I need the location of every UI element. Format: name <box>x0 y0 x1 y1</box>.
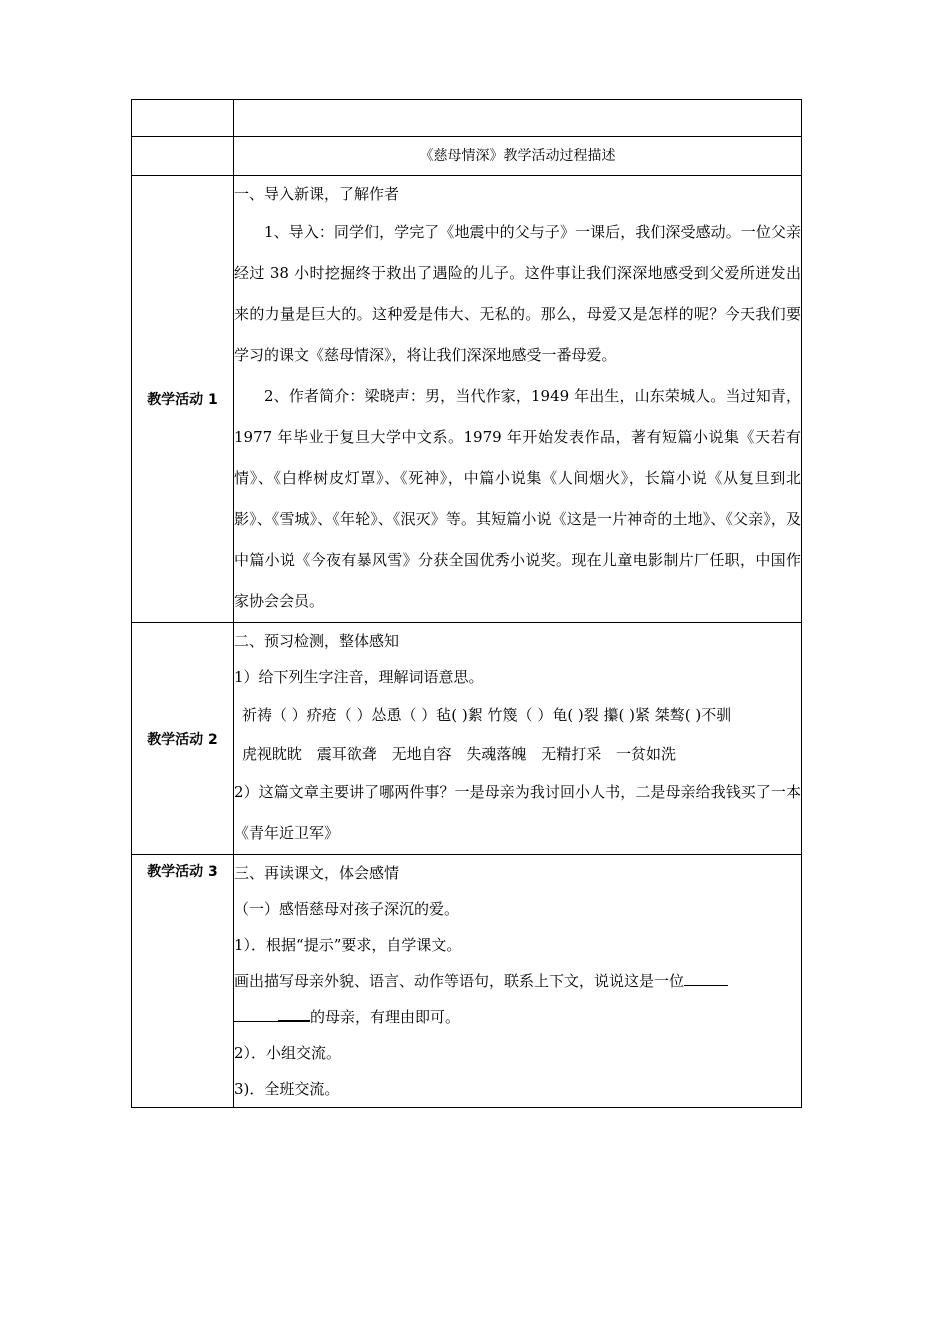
activity3-heading: 三、再读课文，体会感情 <box>234 864 400 882</box>
activity2-chars: 祈祷（ ）疥疮（ ）怂恿（ ）毡( )絮 竹篾（ ）龟( )裂 攥( )紧 桀骜( )不驯 <box>242 706 732 724</box>
activity2-heading: 二、预习检测，整体感知 <box>234 632 400 650</box>
activity3-step3: 3)．全班交流。 <box>234 1080 340 1098</box>
word-item: 虎视眈眈 <box>242 745 303 763</box>
activity2-q2: 2）这篇文章主要讲了哪两件事？一是母亲为我讨回小人书，二是母亲给我钱买了一本《青年近卫军》 <box>234 783 801 842</box>
activity1-para1: 1、导入：同学们，学完了《地震中的父与子》一课后，我们深受感动。一位父亲经过 38 小时挖掘终于救出了遇险的儿子。这件事让我们深深地感受到父爱所迸发出来的力量是巨大的。这种爱是伟大、无私的。那么，母爱又是怎样的呢？今天我们要学习的课文《慈母情深》，将让我们深深地感受一番母爱。 <box>234 223 801 364</box>
word-item: 失魂落魄 <box>466 745 527 763</box>
title-cell-left <box>132 137 234 176</box>
activity1-heading: 一、导入新课，了解作者 <box>234 185 400 203</box>
fill-blank-bold <box>278 1006 310 1022</box>
activity1-para2: 2、作者简介：梁晓声：男，当代作家，1949 年出生，山东荣城人。当过知青，1977 年毕业于复旦大学中文系。1979 年开始发表作品，著有短篇小说集《天若有情》、《白桦树皮灯罩》、《死神》，中篇小说集《人间烟火》，长篇小说《从复旦到北影》、《雪城》、《年轮》、《泯灭》等。其短篇小说《这是一片神奇的土地》、《父亲》，及中篇小说《今夜有暴风雪》分获全国优秀小说奖。现在儿童电影制片厂任职，中国作家协会会员。 <box>234 387 801 610</box>
activity3-label: 教学活动 3 <box>132 855 234 1108</box>
activity2-label: 教学活动 2 <box>132 623 234 855</box>
activity3-step2: 2）．小组交流。 <box>234 1044 342 1062</box>
blank-row <box>132 100 802 137</box>
activity2-content <box>234 623 802 855</box>
activity3-row <box>132 855 802 1108</box>
activity2-row <box>132 623 802 855</box>
activity3-content <box>234 855 802 1108</box>
lesson-table <box>131 99 802 1108</box>
activity2-words <box>234 736 801 772</box>
blank-cell-right <box>234 100 802 137</box>
activity1-content <box>234 176 802 623</box>
word-item: 一贫如洗 <box>615 745 676 763</box>
table-title: 《慈母情深》教学活动过程描述 <box>234 137 802 176</box>
word-item: 无地自容 <box>391 745 452 763</box>
task-text-a: 画出描写母亲外貌、语言、动作等语句，联系上下文，说说这是一位 <box>234 972 685 990</box>
fill-blank <box>234 1007 278 1022</box>
activity2-q1: 1）给下列生字注音，理解词语意思。 <box>234 668 484 686</box>
word-item: 无精打采 <box>541 745 602 763</box>
fill-blank <box>684 971 728 986</box>
activity1-row <box>132 176 802 623</box>
word-item: 震耳欲聋 <box>316 745 377 763</box>
task-text-b: 的母亲，有理由即可。 <box>310 1008 461 1026</box>
activity3-task-cont <box>234 999 801 1035</box>
activity3-step1: 1）．根据“提示”要求，自学课文。 <box>234 936 462 954</box>
activity3-sub1: （一）感悟慈母对孩子深沉的爱。 <box>234 900 460 918</box>
activity1-label: 教学活动 1 <box>132 176 234 623</box>
activity3-task <box>234 963 801 999</box>
title-row <box>132 137 802 176</box>
blank-cell-left <box>132 100 234 137</box>
